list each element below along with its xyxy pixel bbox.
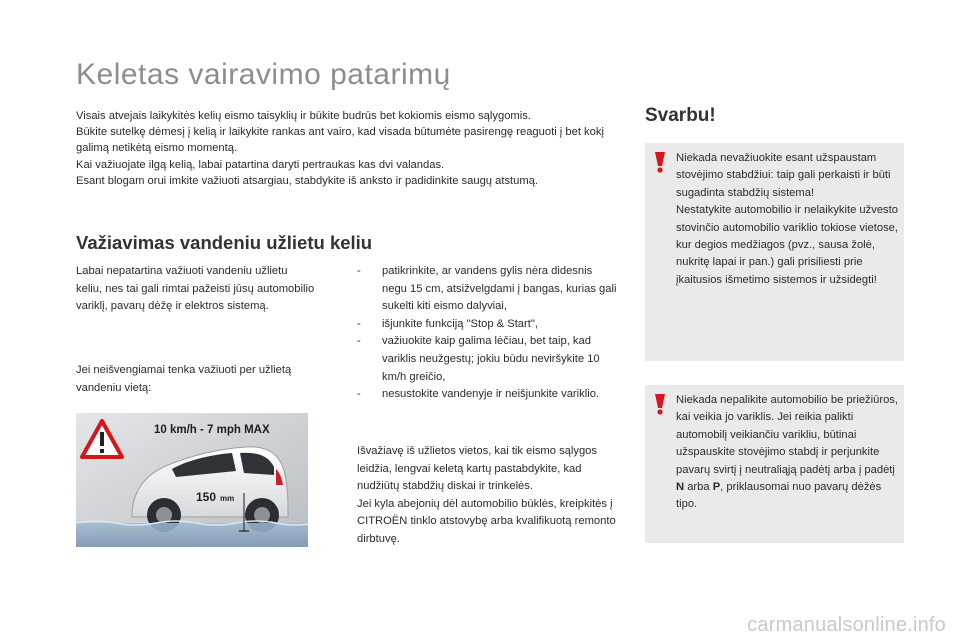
page-title: Keletas vairavimo patarimų (76, 58, 451, 91)
list-item: - nesustokite vandenyje ir neišjunkite variklio. (357, 388, 600, 401)
exclamation-icon (653, 151, 667, 173)
flooded-road-illustration (76, 413, 308, 547)
depth-unit: mm (220, 494, 235, 503)
warning-box (645, 385, 904, 543)
paragraph: Išvažiavę iš užlietos vietos, kai tik eismo sąlygos leidžia, lengvai keletą kartų pastabdykite, kad nudžiūtų stabdžių diskai ir trinkelės. (357, 445, 598, 493)
intro-line: Visais atvejais laikykitės kelių eismo taisyklių ir būkite budrūs bet kokiomis eismo sąlygomis. (76, 110, 531, 122)
warnings-heading: Svarbu! (645, 105, 716, 126)
after-flooded-road-text (357, 443, 619, 549)
depth-value: 150 (196, 490, 217, 504)
flooded-road-intro (76, 263, 316, 316)
paragraph: Jei kyla abejonių dėl automobilio būklės, kreipkitės į CITROËN tinklo atstovybę arba kvalifikuotą remonto dirbtuvę. (357, 497, 616, 545)
flooded-road-conditions (76, 362, 316, 397)
intro-line: Būkite sutelkę dėmesį į kelią ir laikykite rankas ant vairo, kad visada būtumėte pasirengę reaguoti į bet kokį galimą netikėtą eismo momentą. (76, 126, 604, 155)
exclamation-icon (653, 393, 667, 415)
intro-text (76, 108, 616, 189)
list-item: - važiuokite kaip galima lėčiau, bet taip, kad variklis neužgestų; jokiu būdu neviršykite 10 km/h greičio, (357, 335, 600, 383)
watermark: carmanualsonline.info (747, 614, 946, 636)
intro-line: Kai važiuojate ilgą kelią, labai patartina daryti pertraukas kas dvi valandas. (76, 158, 445, 171)
intro-line: Esant blogam orui imkite važiuoti atsargiau, stabdykite iš anksto ir padidinkite saugų atstumą. (76, 174, 539, 187)
paragraph: Labai nepatartina važiuoti vandeniu užlietu keliu, nes tai gali rimtai pažeisti jūsų automobilio variklį, pavarų dėžę ir elektros sistemą. (76, 265, 315, 313)
paragraph: Jei neišvengiamai tenka važiuoti per užlietą vandeniu vietą: (76, 364, 292, 394)
list-item: - išjunkite funkciją "Stop & Start", (357, 317, 538, 330)
speed-label: 10 km/h - 7 mph MAX (154, 424, 270, 436)
warning-box (645, 143, 904, 361)
flooded-road-steps (357, 263, 619, 404)
section-heading: Važiavimas vandeniu užlietu keliu (76, 232, 373, 253)
car-in-water-image (76, 413, 308, 547)
warning-text: Niekada nepalikite automobilio be priežiūros, kai veikia jo variklis. Jei reikia palikti automobilį veikiančiu varikliu, būtinai užspauskite stovėjimo stabdį ir perjunkite pavarų svirtį į neutraliąją padėtį arba į padėtį N arba P, priklausomai nuo pavarų dėžės tipo. (676, 394, 899, 511)
list-item: - patikrinkite, ar vandens gylis nėra didesnis negu 15 cm, atsižvelgdami į bangas, kurias gali sukelti kiti eismo dalyviai, (357, 265, 617, 313)
warning-text: Niekada nevažiuokite esant užspaustam stovėjimo stabdžiui: taip gali perkaisti ir būti sugadinta stabdžių sistema! Nestatykite automobilio ir nelaikykite užvesto stovinčio automobilio variklio tokiose vietose, kur degios medžiagos (pvz., sausa žolė, nukritę lapai ir pan.) gali prisiliesti prie įkaitusios išmetimo sistemos ir užsidegti! (676, 152, 898, 286)
